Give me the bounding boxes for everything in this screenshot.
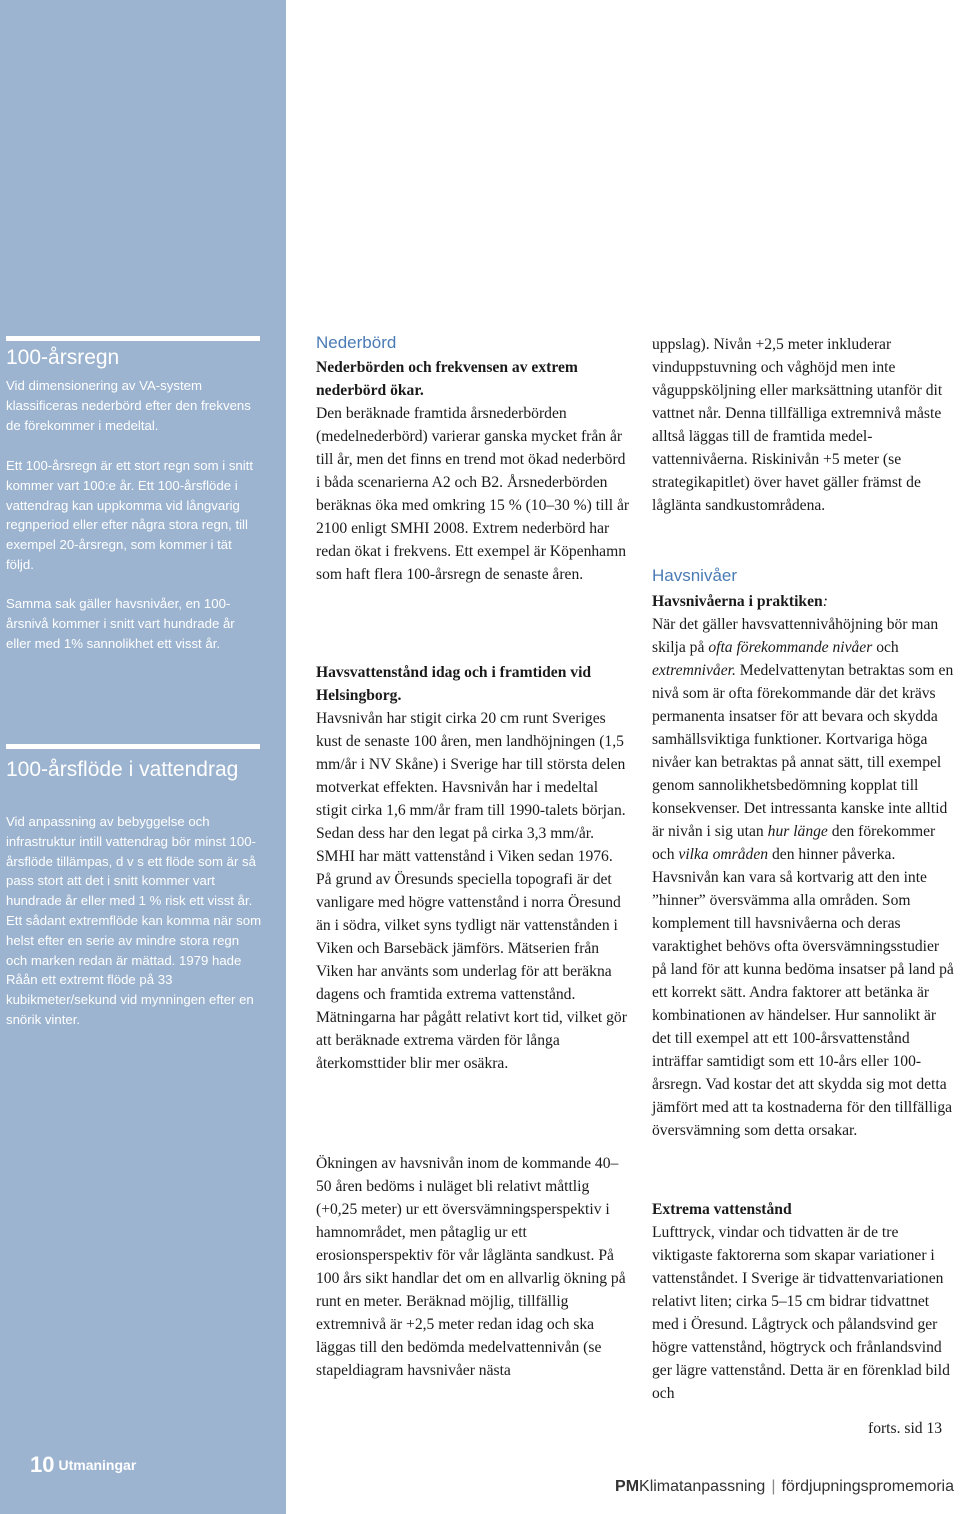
footer-subtitle: fördjupningspromemoria [781,1478,954,1495]
subheading-text: Havsnivåerna i praktiken [652,593,823,610]
sidebar-heading-100-arsregn: 100-årsregn [6,346,120,369]
emphasis: vilka områden [678,846,769,863]
sidebar-text: Vid anpassning av bebyggelse och infrastruktur intill vattendrag bör minst 100-årsflöde tillämpas, d v s ett flöde som är så pass stort att det i snitt kommer vart hundrade år eller med 1 % risk ett visst år. Ett sådant extremflöde kan komma när som helst efter en serie av mindre stora regn och marken redan är mättad. 1979 hade Råån ett extremt flöde på 33 kubikmeter/sekund vid mynningen efter en snörik vinter. [6,814,262,1027]
page-number: 10 [30,1452,55,1477]
sidebar-heading-100-arsflode: 100-årsflöde i vattendrag [6,758,239,781]
lead-text: Nederbörden och frekvensen av extrem nederbörd ökar. [316,359,578,399]
continuation-note: forts. sid 13 [868,1420,943,1437]
sidebar-rule [6,336,260,341]
sidebar-text: Vid dimensionering av VA-system klassificeras nederbörd efter den frekvens de förekommer i medeltal. [6,378,251,433]
text-run: När det gäller havsvattennivåhöjning bör man skilja på [652,616,939,656]
sidebar [0,0,286,1514]
footer-page-label [30,1452,136,1478]
subheading-extrema: Extrema vattenstånd [652,1201,792,1218]
footer-separator: | [771,1478,776,1495]
sidebar-text: Ett 100-årsregn är ett stort regn som i snitt kommer vart 100:e år. Ett 100-årsflöde i vattendrag kan uppkomma vid långvarig regnperiod eller efter några stora regn, till exempel 20-årsregn, som kommer i tät följd. [6,458,254,572]
body-paragraph: Ökningen av havsnivån inom de kommande 40–50 åren bedöms i nuläget bli relativt måttlig (+0,25 meter) ur ett översvämningsperspektiv i hamnområdet, men påtaglig ur ett erosionsperspektiv för vår låglänta sandkust. På 100 års sikt handlar det om en allvarlig ökning på runt en meter. Beräknad möjlig, tillfällig extremnivå är +2,5 meter redan idag och ska läggas till den bedömda medelvattennivån (se stapeldiagram havsnivåer nästa [316,1155,626,1379]
section-label: Utmaningar [58,1457,137,1473]
emphasis: ofta förekommande nivåer [708,639,873,656]
body-paragraph: Den beräknade framtida årsnederbörden (medelnederbörd) varierar ganska mycket från år till år, men det finns en trend mot ökad nederbörd i båda scenarierna A2 och B2. Årsnederbörden beräknas öka med omkring 15 % (10–30 %) till år 2100 enligt SMHI 2008. Extrem nederbörd har redan ökat i frekvens. Ett exempel är Köpenhamn som haft flera 100-årsregn de senaste åren. [316,405,630,583]
body-paragraph [652,613,956,1142]
section-title-havsnivaer: Havsnivåer [652,566,738,585]
text-run: den förekommer och [652,823,936,863]
sidebar-rule [6,744,260,749]
subheading-colon: : [822,593,828,610]
text-run: och [872,639,899,656]
emphasis: hur länge [767,823,828,840]
section-title-nederbord: Nederbörd [316,333,397,352]
text-run: den hinner påverka. Havsnivån kan vara så kortvarig att den inte ”hinner” översvämma alla områden. Som komplement till havsnivåerna och deras varaktighet behövs ofta översvämningsstudier på land för att kunna bedöma insatser på land på ett korrekt sätt. Andra faktorer att betänka är kombinationen av händelser. Hur sannolikt är det till exempel att ett 100-årsvattenstånd inträffar samtidigt som ett 10-års eller 100-årsregn. Vad kostar det att skydda sig mot detta jämfört med att ta kostnaderna för den tillfälliga översvämning som detta orsakar. [652,846,954,1139]
text-run: Medelvattenytan betraktas som en nivå som är ofta förekommande där det krävs permanenta insatser för att bevara och skydda samhällsviktiga funktioner. Kortvariga höga nivåer kan betraktas på annat sätt, till exempel genom sannolikhetsbedömning kopplat till konsekvenser. Det intressanta kanske inte alltid är nivån i sig utan [652,662,954,840]
emphasis: extremnivåer. [652,662,736,679]
footer-title: Klimatanpassning [639,1478,766,1495]
subheading-havsvattenstand: Havsvattenstånd idag och i framtiden vid Helsingborg. [316,664,592,704]
body-paragraph: Havsnivån har stigit cirka 20 cm runt Sveriges kust de senaste 100 åren, men landhöjningen (1,5 mm/år i NV Skåne) i Sverige har till största delen motverkat effekten. Havsnivån har i medeltal stigit cirka 1,6 mm/år fram till 1990-talets början. Sedan dess har den legat på cirka 3,3 mm/år. SMHI har mätt vattenstånd i Viken sedan 1976. På grund av Öresunds speciella topografi är det vanligare med högre vattenstånd i norra Öresund än i södra, vilket syns tydligt när vattenstånden i Viken och Barsebäck jämförs. Mätserien från Viken har använts som underlag för att beräkna dagens och framtida extrema vattenstånd. Mätningarna har pågått relativt kort tid, vilket gör att beräknade extrema värden för långa återkomsttider blir mer osäkra. [316,710,627,1072]
subheading-havsnivaerna [652,590,956,613]
footer-document-title [615,1478,954,1496]
body-paragraph: Lufttryck, vindar och tidvatten är de tre viktigaste faktorerna som skapar variationer i vattenståndet. I Sverige är tidvattenvariationen relativt liten; cirka 5–15 cm bidrar tidvattnet med i Öresund. Lågtryck och pålandsvind ger högre vattenstånd, högtryck och frånlandsvind ger lägre vattenstånd. Detta är en förenklad bild och [652,1224,950,1402]
body-paragraph: uppslag). Nivån +2,5 meter inkluderar vinduppstuvning och våghöjd men inte våguppsköljning eller marksättning utanför dit vattnet når. Denna tillfälliga extremnivå måste alltså läggas till de framtida medel-vattennivåerna. Riskinivån +5 meter (se strategikapitlet) över havet gäller främst de låglänta sandkustområdena. [652,336,943,514]
sidebar-text: Samma sak gäller havsnivåer, en 100-årsnivå kommer i snitt vart hundrade år eller med 1% sannolikhet ett visst år. [6,596,235,651]
footer-pm: PM [615,1478,640,1495]
